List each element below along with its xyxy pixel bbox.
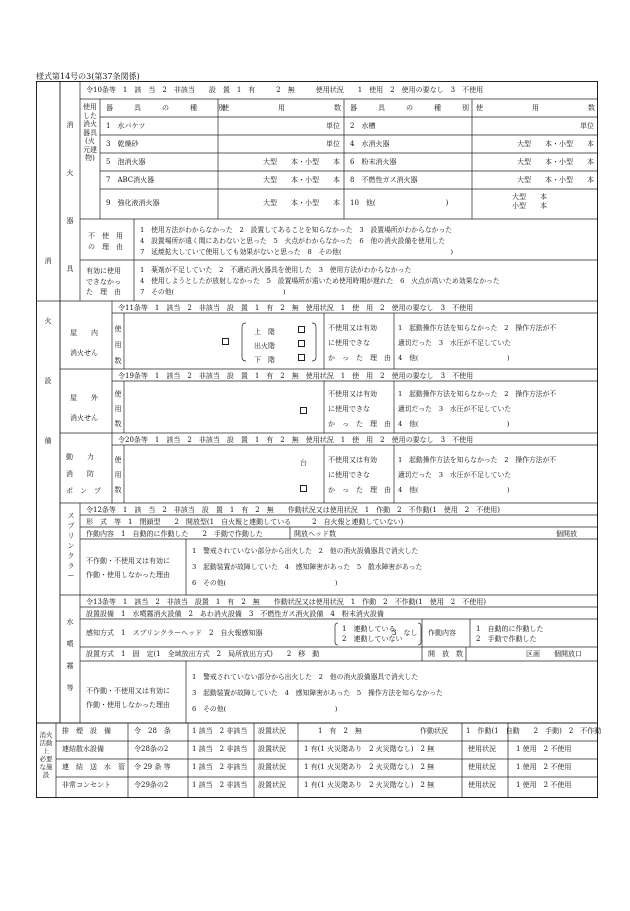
fire-equipment-table	[36, 81, 602, 798]
water-spray-none: 3 なし	[392, 629, 418, 637]
facility-name: 連 結 送 水 管	[62, 763, 125, 771]
pump-unit: 台	[300, 459, 307, 467]
facility-use-label: 使用状況	[468, 745, 496, 753]
ext-not-used-label: 不 使 用 の 理 由	[88, 232, 123, 251]
ext-item-left: 7 ABC消火器	[106, 176, 155, 184]
facility-set-label: 設置状況	[258, 781, 286, 789]
indoor-hydrant-label: 屋 内 消火せん	[70, 329, 98, 357]
outdoor-reason-label: 不使用又は有効 に使用できな か っ た 理 由	[328, 390, 391, 428]
indoor-floor-labels: 上 階 出火階 下 階	[254, 328, 275, 364]
ext-item-left: 9 強化液消火器	[106, 199, 160, 207]
indoor-used-label: 使 用 数	[114, 325, 122, 365]
indoor-upper-box[interactable]	[298, 326, 305, 333]
ext-col-kind-right: 器 具 の 種 別	[350, 104, 469, 112]
facility-name: 非常コンセント	[62, 781, 111, 789]
ext-item-left-qty: 単位	[326, 140, 340, 148]
outdoor-header-row: 令19条等 1 該当 2 非該当 設 置 1 有 2 無 使用状況 1 使 用 2 使用の要なし 3 不使用	[118, 372, 474, 380]
sprinkler-open-heads-label: 開放ヘッド数	[294, 530, 336, 538]
ext-item-left-qty: 大型 本・小型 本	[263, 158, 340, 166]
facility-set-value: 1 有 2 無	[318, 727, 362, 735]
sprinkler-open-unit: 個開放	[556, 530, 577, 538]
ext-item-left-qty: 単位	[326, 122, 340, 130]
water-spray-reason-text: 1 警戒されていない部分から出火した 2 他の消火設備器具で消火した 3 起動装置が故障していた 4 感知障害があった 5 操作方法を知らなかった 6 その他( )	[192, 673, 443, 713]
indoor-lower-box[interactable]	[298, 354, 305, 361]
ext-col-kind-left: 器 具 の 種 別	[106, 104, 225, 112]
facility-use-value: 1 作動(1 自動 2 手動) 2 不作動	[466, 727, 602, 735]
ext-item-left-qty: 大型 本・小型 本	[263, 176, 340, 184]
facility-use-label: 使用状況	[468, 763, 496, 771]
sprinkler-label: スプリンクラー	[67, 512, 75, 580]
ext-item-right: 2 水槽	[350, 122, 376, 130]
facility-set-label: 設置状況	[258, 727, 286, 735]
facility-law: 令 29 条 等	[134, 763, 171, 771]
ext-item-right: 4 水消火器	[350, 140, 390, 148]
ext-item-right-qty: 単位	[580, 122, 594, 130]
ext-used-label: 使用した消火器具(火元建物)	[83, 103, 97, 162]
facility-set-label: 設置状況	[258, 745, 286, 753]
water-spray-header-row: 令13条等 1 該当 2 非該当 設置 1 有 2 無 作動状況又は使用状況 1 作動 2 不作動(1 使用 2 不使用)	[86, 598, 486, 606]
ext-header-row: 令10条等 1 該 当 2 非該当 設 置 1 有 2 無 使用状況 1 使用 2 使用の要なし 3 不使用	[86, 86, 484, 94]
water-spray-reason-label: 不作動・不使用又は有効に 作動・使用しなかった理由	[86, 687, 170, 709]
indoor-header-row: 令11条等 1 該当 2 非該当 設 置 1 有 2 無 使用状況 1 使 用 2 使用の要なし 3 不使用	[118, 304, 474, 312]
ext-col-qty-left: 使 用 数	[222, 104, 341, 112]
facility-applicable: 1 該当 2 非該当	[192, 727, 248, 735]
outdoor-reason-text: 1 起動操作方法を知らなかった 2 操作方法が不 適切だった 3 水圧が不足していた 4 他( )	[398, 390, 557, 428]
facility-name: 連結散水設備	[62, 745, 104, 753]
form-title: 様式第14号の3(第37条関係)	[36, 72, 140, 81]
ext-ineffective-reasons: 1 薬剤が不足していた 2 不適応消火器具を使用した 3 使用方法がわからなかった 4 使用しようとしたが放射しなかった 5 設置場所が遠いため使用時期が遅れた 6 火点が高いため効果なかった 7 その他( )	[140, 266, 500, 296]
ext-not-used-reasons: 1 使用方法がわからなかった 2 設置してあることを知らなかった 3 設置場所がわからなかった 4 設置場所が遠く間にあわないと思った 5 火点がわからなかった 6 他の消火設備を使用した 7 延焼拡大していて使用しても効果がないと思った 8 その他( )	[140, 226, 454, 256]
pump-label: 動 力 消 防 ポ ン プ	[66, 453, 101, 495]
facilities-label: 消火活動上 必要な施設	[39, 731, 53, 779]
indoor-reason-label: 不使用又は有効 に使用できな か っ た 理 由	[328, 324, 391, 362]
ext-item-left: 3 乾燥砂	[106, 140, 139, 148]
facility-law: 令28条の2	[134, 745, 169, 753]
ext-item-left-qty: 大型 本・小型 本	[263, 199, 340, 207]
facility-name: 排 煙 設 備	[62, 727, 111, 735]
ext-item-right-qty: 大型 本・小型 本	[517, 176, 594, 184]
facility-use-value: 1 使用 2 不使用	[516, 781, 572, 789]
outdoor-total-box[interactable]	[300, 407, 307, 414]
water-spray-detect-row: 感知方式 1 スプリンクラーヘッド 2 自火報感知器	[86, 629, 263, 637]
fire-section-label: 消 火 設 備	[44, 257, 54, 445]
ext-ineffective-label: 有効に使用 できなかっ た 理 由	[86, 267, 121, 296]
facility-use-value: 1 使用 2 不使用	[516, 745, 572, 753]
facility-applicable: 1 該当 2 非該当	[192, 745, 248, 753]
facility-set-label: 設置状況	[258, 763, 286, 771]
pump-header-row: 令20条等 1 該当 2 非該当 設 置 1 有 2 無 使用状況 1 使 用 2 使用の要なし 3 不使用	[118, 436, 474, 444]
sprinkler-header-row: 令12条等 1 該 当 2 非該当 設 置 1 有 2 無 作動状況又は使用状況 1 作動 2 不作動(1 使用 2 不使用)	[86, 506, 500, 514]
pump-reason-text: 1 起動操作方法を知らなかった 2 操作方法が不 適切だった 3 水圧が不足していた 4 他( )	[398, 456, 557, 494]
water-spray-zone: 区画 個開放口	[526, 650, 582, 658]
outdoor-used-label: 使 用 数	[114, 390, 122, 428]
facility-applicable: 1 該当 2 非該当	[192, 781, 248, 789]
facility-use-label: 作動状況	[420, 727, 448, 735]
water-spray-linked: 1 連動している 2 連動していない	[342, 625, 403, 643]
outdoor-hydrant-label: 屋 外 消火せん	[70, 394, 98, 422]
sprinkler-reason-label: 不作動・不使用又は有効に 作動・使用しなかった理由	[86, 557, 170, 579]
ext-item-right: 10 他( )	[350, 199, 449, 207]
water-spray-action-label: 作動内容	[428, 629, 456, 637]
ext-item-left: 1 水バケツ	[106, 122, 146, 130]
facility-set-value: 1 有(1 火災階あり 2 火災階なし) 2 無	[304, 763, 435, 771]
ext-item-right-qty: 大型 本・小型 本	[517, 140, 594, 148]
facility-law: 令 28 条	[134, 727, 171, 735]
indoor-fire-floor-box[interactable]	[298, 340, 305, 347]
indoor-total-box[interactable]	[222, 338, 229, 345]
facility-applicable: 1 該当 2 非該当	[192, 763, 248, 771]
sprinkler-reason-text: 1 警戒されていない部分から出火した 2 他の消火設備器具で消火した 3 起動装置が故障していた 4 感知障害があった 5 散水障害があった 6 その他( )	[192, 547, 423, 587]
indoor-reason-text: 1 起動操作方法を知らなかった 2 操作方法が不 適切だった 3 水圧が不足していた 4 他( )	[398, 324, 557, 362]
ext-item-right: 8 不燃性ガス消火器	[350, 176, 418, 184]
facility-use-value: 1 使用 2 不使用	[516, 763, 572, 771]
ext-item-right: 6 粉末消火器	[350, 158, 397, 166]
pump-reason-label: 不使用又は有効 に使用できな か っ た 理 由	[328, 456, 391, 494]
sprinkler-action-row: 作動内容 1 自動的に作動した 2 手動で作動した	[86, 530, 263, 538]
ext-item-right-qty: 大型 本・小型 本	[517, 158, 594, 166]
water-spray-release-row: 設置方式 1 固 定(1 全域放出方式 2 局所放出方式) 2 移 動	[86, 650, 320, 658]
water-spray-equip-row: 設置設備 1 水噴霧消火設備 2 あわ消火設備 3 不燃性ガス消火設備 4 粉末消火設備	[86, 610, 384, 618]
water-spray-release-count: 開 放 数	[428, 650, 463, 658]
ext-item-right-qty: 大型 本 小型 本	[512, 193, 547, 210]
facility-set-value: 1 有(1 火災階あり 2 火災階なし) 2 無	[304, 781, 435, 789]
water-spray-label: 水 噴 霧 等	[66, 618, 74, 692]
pump-total-box[interactable]	[300, 485, 307, 492]
pump-used-label: 使 用 数	[114, 456, 122, 494]
facility-use-label: 使用状況	[468, 781, 496, 789]
ext-col-qty-right: 使 用 数	[476, 104, 595, 112]
ext-group-label: 消 火 器 具	[66, 121, 76, 273]
water-spray-action-text: 1 自動的に作動した 2 手動で作動した	[476, 625, 544, 643]
sprinkler-form-row: 形 式 等 1 閉鎖型 2 開放型(1 自火報と連動している 2 自火報と連動していない)	[86, 518, 404, 526]
facility-law: 令29条の2	[134, 781, 169, 789]
ext-item-left: 5 泡消火器	[106, 158, 146, 166]
facility-set-value: 1 有(1 火災階あり 2 火災階なし) 2 無	[304, 745, 435, 753]
